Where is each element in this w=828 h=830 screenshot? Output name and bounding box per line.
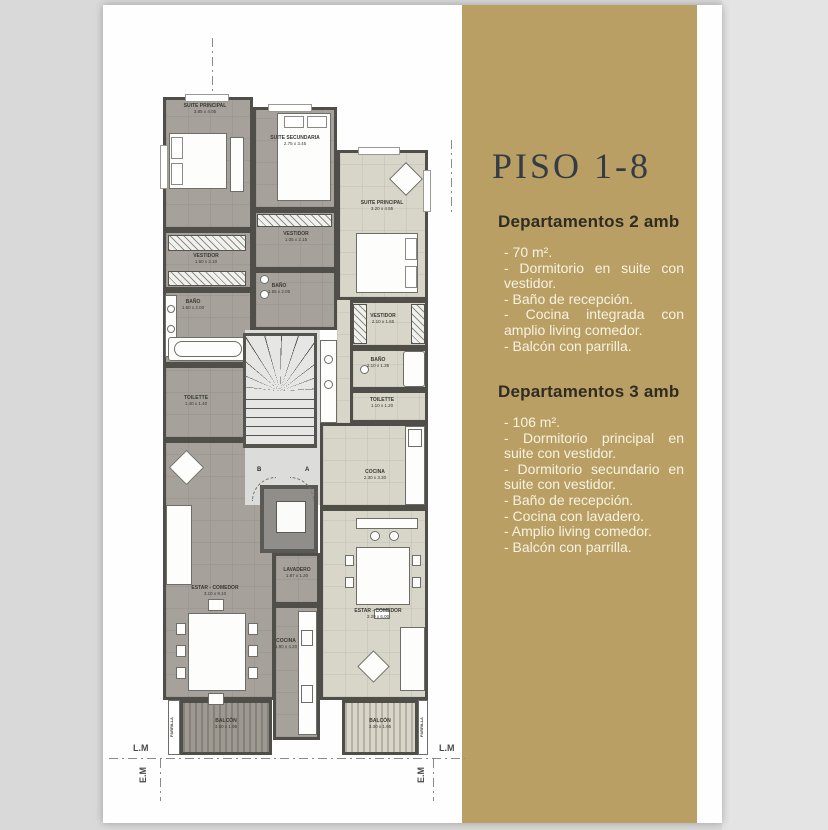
- parrilla-right: PARRILLA: [418, 700, 428, 755]
- room-label: [356, 357, 400, 369]
- lot-marker-left: L.M: [133, 743, 149, 753]
- room-dims: 3.10 x 9.10: [203, 591, 227, 597]
- chair: [345, 555, 354, 566]
- window-gap: [185, 94, 229, 102]
- room-label: [272, 567, 322, 579]
- elevator-car: [276, 501, 306, 533]
- room-name: COCINA: [276, 638, 296, 644]
- feature-item: - Balcón con parrilla.: [504, 538, 632, 555]
- pillow: [171, 137, 183, 159]
- chair: [412, 555, 421, 566]
- room-dims: 3.20 x 6.00: [366, 614, 390, 620]
- pillow: [405, 266, 417, 288]
- bathtub-inner: [174, 341, 242, 357]
- room-name: VESTIDOR: [193, 253, 219, 259]
- stair-fan: [246, 336, 314, 391]
- room-dims: 3.85 x 4.05: [193, 109, 217, 115]
- room-name: TOILETTE: [183, 395, 209, 401]
- room-name: BAÑO: [271, 283, 287, 289]
- chair: [176, 667, 186, 679]
- room-dims: 1.55 x 2.05: [267, 289, 291, 295]
- feature-item: - Baño de recepción.: [504, 290, 634, 307]
- room-dims: 2.75 x 3.45: [283, 141, 307, 147]
- room-name: COCINA: [365, 469, 385, 475]
- closet: [168, 271, 246, 286]
- room-name: TOILETTE: [369, 397, 395, 403]
- lot-marker-right: L.M: [439, 743, 455, 753]
- bidet-icon: [167, 325, 175, 333]
- stove: [408, 429, 422, 447]
- room-label: [257, 135, 333, 147]
- feature-item: - Amplio living comedor.: [504, 523, 652, 540]
- room-name: SUITE SECUNDARIA: [270, 135, 320, 141]
- pillow: [284, 116, 304, 128]
- room-dims: 1.10 x 1.20: [370, 403, 394, 409]
- room-dims: 1.60 x 2.10: [194, 259, 218, 265]
- stove: [301, 685, 313, 703]
- window-gap: [423, 170, 431, 212]
- closet: [257, 214, 332, 227]
- elevator-letter-b: B: [257, 467, 262, 473]
- lot-line-vertical: [212, 38, 213, 93]
- room-label: [172, 585, 258, 597]
- panel-title: PISO 1-8: [492, 146, 652, 186]
- bidet-icon: [324, 380, 333, 389]
- chair: [176, 623, 186, 635]
- feature-item: - 70 m².: [504, 244, 553, 260]
- room-name: BAÑO: [370, 357, 386, 363]
- dining-table: [188, 613, 246, 691]
- room-label: [170, 103, 240, 115]
- room-name: ESTAR - COMEDOR: [191, 585, 239, 591]
- room-label: [256, 283, 302, 295]
- room-label: [356, 397, 408, 409]
- section-heading-2amb: Departamentos 2 amb: [498, 212, 680, 231]
- stair-treads: [246, 391, 314, 446]
- pillow: [307, 116, 327, 128]
- kitchen-island: [356, 518, 418, 529]
- elevator-letter-a: A: [305, 467, 310, 473]
- feature-item: - Cocina integrada con amplio living comedor.: [504, 306, 684, 338]
- room-label: [173, 253, 239, 265]
- stool: [389, 531, 399, 541]
- chair: [208, 693, 224, 705]
- chair: [345, 577, 354, 588]
- chair: [248, 623, 258, 635]
- closet: [411, 304, 425, 344]
- sofa: [400, 627, 425, 691]
- room-dims: 3.50 x 1.95: [214, 724, 238, 730]
- info-panel: [462, 5, 697, 823]
- room-label: [350, 469, 400, 481]
- chair: [176, 645, 186, 657]
- sofa: [166, 505, 192, 585]
- room-dims: 3.30 x 1.95: [368, 724, 392, 730]
- pillow: [405, 238, 417, 260]
- room-label: [338, 608, 418, 620]
- window-gap: [160, 145, 168, 189]
- room-dims: 2.10 x 1.65: [371, 319, 395, 325]
- feature-item: - Dormitorio secundario en suite con vestidor.: [504, 460, 684, 493]
- room-label: [168, 395, 224, 407]
- feature-item: - Dormitorio en suite con vestidor.: [504, 259, 684, 292]
- room-dims: 1.80 x 4.20: [274, 644, 298, 650]
- edge-marker-left: E.M: [138, 766, 149, 784]
- stairs: [243, 333, 317, 448]
- feature-item: - Dormitorio principal en suite con vestidor.: [504, 429, 684, 462]
- room-label: [190, 718, 262, 730]
- room-dims: 1.40 x 1.40: [184, 401, 208, 407]
- room-name: BALCÓN: [369, 718, 391, 724]
- room-name: SUITE PRINCIPAL: [360, 200, 404, 206]
- feature-item: - 106 m².: [504, 414, 561, 430]
- chair: [412, 577, 421, 588]
- feature-item: - Balcón con parrilla.: [504, 337, 632, 354]
- room-hall-right: [337, 300, 350, 423]
- room-name: ESTAR - COMEDOR: [354, 608, 402, 614]
- dining-table: [356, 547, 410, 605]
- toilet-icon: [324, 355, 333, 364]
- room-dims: 3.20 x 4.55: [370, 206, 394, 212]
- room-name: BALCÓN: [215, 718, 237, 724]
- lot-line-horizontal: [109, 758, 465, 759]
- room-label: [347, 718, 413, 730]
- room-label: [168, 299, 218, 311]
- room-label: [260, 231, 332, 243]
- edge-marker-right: E.M: [416, 766, 427, 784]
- edge-line-vertical: [433, 759, 434, 801]
- chair: [248, 667, 258, 679]
- room-dims: 2.30 x 3.30: [363, 475, 387, 481]
- room-label: [274, 638, 298, 650]
- room-name: SUITE PRINCIPAL: [183, 103, 227, 109]
- dresser: [230, 137, 244, 192]
- room-label: [346, 200, 418, 212]
- backdrop-right: [722, 0, 828, 830]
- room-name: VESTIDOR: [283, 231, 309, 237]
- brochure-page: [103, 5, 722, 823]
- section-items-3amb: [504, 415, 684, 555]
- room-lavadero: [273, 553, 320, 605]
- room-name: LAVADERO: [283, 567, 311, 573]
- chair: [248, 645, 258, 657]
- lot-line-vertical: [451, 140, 452, 215]
- section-items-2amb: [504, 245, 684, 354]
- section-heading-3amb: Departamentos 3 amb: [498, 382, 680, 401]
- feature-item: - Baño de recepción.: [504, 491, 634, 508]
- bathtub: [403, 351, 425, 387]
- feature-item: - Cocina con lavadero.: [504, 507, 645, 524]
- window-gap: [358, 147, 400, 155]
- room-dims: 1.87 x 1.20: [285, 573, 309, 579]
- room-dims: 1.05 x 2.15: [284, 237, 308, 243]
- stool: [370, 531, 380, 541]
- pillow: [171, 163, 183, 185]
- edge-line-vertical: [160, 759, 161, 801]
- room-label: [358, 313, 408, 325]
- parrilla-left: PARRILLA: [168, 700, 180, 755]
- chair: [208, 599, 224, 611]
- room-name: BAÑO: [185, 299, 201, 305]
- closet: [168, 235, 246, 251]
- room-dims: 1.60 x 2.00: [181, 305, 205, 311]
- window-gap: [268, 104, 312, 112]
- sink: [301, 630, 313, 646]
- room-dims: 2.10 x 1.35: [366, 363, 390, 369]
- room-name: VESTIDOR: [370, 313, 396, 319]
- floor-plan: [160, 85, 432, 785]
